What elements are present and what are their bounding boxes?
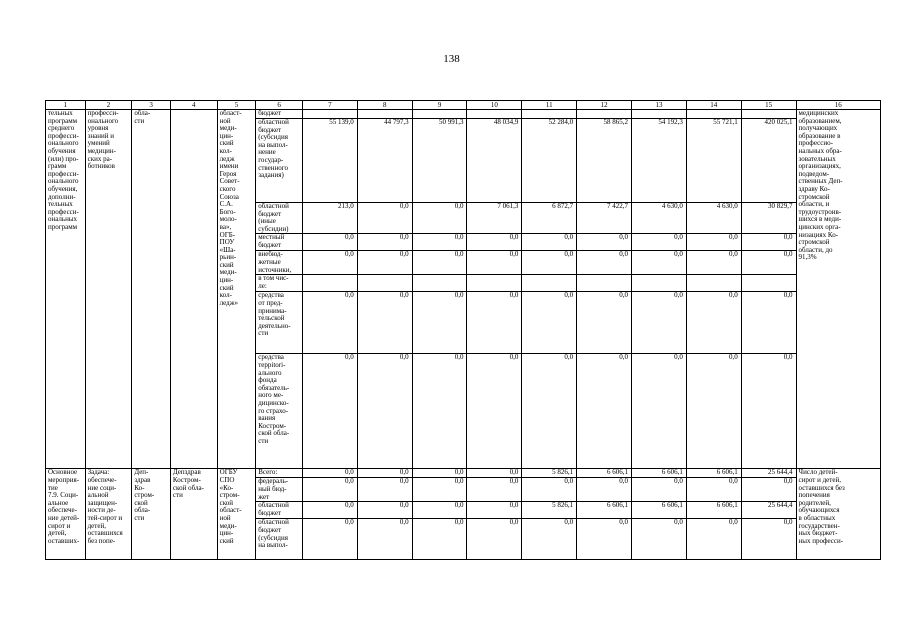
block2-result: Число детей- сирот и детей, оставшихся без попечения родителей, обучающихся в областных государствен- ных бюджет- ных професси- — [796, 469, 880, 560]
value-cell: 0,0 — [357, 292, 412, 354]
value-cell — [412, 110, 467, 119]
value-cell: 0,0 — [302, 354, 357, 469]
value-cell: 0,0 — [412, 354, 467, 469]
value-cell — [632, 110, 687, 119]
value-cell: 4 630,0 — [632, 203, 687, 234]
header-col-9: 9 — [412, 101, 467, 110]
value-cell: 6 606,1 — [577, 502, 632, 519]
value-cell: 0,0 — [522, 251, 577, 275]
value-cell — [632, 275, 687, 292]
value-cell: 0,0 — [357, 251, 412, 275]
value-cell — [741, 275, 796, 292]
value-cell: 0,0 — [577, 251, 632, 275]
value-cell: 0,0 — [412, 203, 467, 234]
value-cell: 0,0 — [741, 478, 796, 502]
value-cell: 6 606,1 — [577, 469, 632, 478]
value-cell: 0,0 — [357, 519, 412, 560]
row-label: внебюд- жетные источники, — [256, 251, 303, 275]
header-col-15: 15 — [741, 101, 796, 110]
value-cell: 0,0 — [577, 354, 632, 469]
value-cell — [302, 110, 357, 119]
table-row — [46, 110, 881, 119]
value-cell: 0,0 — [467, 251, 522, 275]
value-cell: 30 829,7 — [741, 203, 796, 234]
block2-col2: Задача: обеспече- ние соци- альной защищен- ности де- тей-сирот и детей, оставшихся без попе- — [85, 469, 132, 560]
header-col-1: 1 — [46, 101, 86, 110]
value-cell — [467, 275, 522, 292]
row-label: областной бюджет (иные субсидии) — [256, 203, 303, 234]
value-cell: 0,0 — [467, 354, 522, 469]
block1-col5: област- ной меди- цин- ский кол- ледж имени Героя Совет- ского Союза С.А. Бого- моло- ва», ОГБ- ПОУ «Ша- рьин- ский меди- цин- ский кол- ледж» — [217, 110, 256, 469]
value-cell: 420 025,1 — [741, 119, 796, 203]
value-cell — [577, 110, 632, 119]
header-col-4: 4 — [170, 101, 217, 110]
value-cell: 0,0 — [357, 203, 412, 234]
header-col-16: 16 — [796, 101, 880, 110]
header-col-12: 12 — [577, 101, 632, 110]
value-cell: 0,0 — [632, 478, 687, 502]
value-cell: 0,0 — [741, 251, 796, 275]
value-cell: 4 630,0 — [686, 203, 741, 234]
block2-col1: Основное мероприя- тие 7.9. Соци- альное обеспече- ние детей- сирот и детей, оставших- — [46, 469, 86, 560]
value-cell: 0,0 — [467, 469, 522, 478]
value-cell: 0,0 — [686, 292, 741, 354]
value-cell: 0,0 — [741, 234, 796, 251]
value-cell: 7 422,7 — [577, 203, 632, 234]
value-cell: 0,0 — [632, 292, 687, 354]
value-cell: 0,0 — [467, 478, 522, 502]
value-cell: 55 721,1 — [686, 119, 741, 203]
table-row — [46, 469, 881, 478]
value-cell: 213,0 — [302, 203, 357, 234]
row-label: областной бюджет (субсидия на выпол- нение государ- ственного задания) — [256, 119, 303, 203]
value-cell: 52 284,0 — [522, 119, 577, 203]
value-cell: 0,0 — [741, 354, 796, 469]
value-cell: 0,0 — [302, 519, 357, 560]
row-label: Всего: — [256, 469, 303, 478]
value-cell: 0,0 — [577, 292, 632, 354]
block1-col2: професси- онального уровня знаний и умений медицин- ских ра- ботников — [85, 110, 132, 469]
value-cell: 0,0 — [686, 478, 741, 502]
row-label: в том чис- ле: — [256, 275, 303, 292]
value-cell: 0,0 — [357, 354, 412, 469]
header-col-13: 13 — [632, 101, 687, 110]
program-table — [45, 100, 881, 560]
value-cell: 6 606,1 — [686, 502, 741, 519]
value-cell: 0,0 — [412, 502, 467, 519]
value-cell: 0,0 — [467, 519, 522, 560]
value-cell: 0,0 — [302, 292, 357, 354]
value-cell: 0,0 — [302, 469, 357, 478]
value-cell: 0,0 — [577, 234, 632, 251]
value-cell: 55 139,0 — [302, 119, 357, 203]
value-cell: 0,0 — [357, 469, 412, 478]
block1-col4 — [170, 110, 217, 469]
value-cell: 0,0 — [302, 502, 357, 519]
value-cell: 0,0 — [522, 234, 577, 251]
header-col-8: 8 — [357, 101, 412, 110]
block2-col4: Депздрав Костром- ской обла- сти — [170, 469, 217, 560]
value-cell — [522, 110, 577, 119]
value-cell: 0,0 — [412, 519, 467, 560]
value-cell: 0,0 — [357, 234, 412, 251]
block1-col3: обла- сти — [132, 110, 171, 469]
value-cell — [522, 275, 577, 292]
block2-col3: Деп- здрав Ко- стром- ской обла- сти — [132, 469, 171, 560]
value-cell: 0,0 — [741, 519, 796, 560]
value-cell: 0,0 — [412, 292, 467, 354]
value-cell: 0,0 — [357, 502, 412, 519]
row-label: областной бюджет (субсидия на выпол- — [256, 519, 303, 560]
block1-result: медицинских образованием, получающих образование в профессио- нальных обра- зовательных организациях, подведом- ственных Деп- здраву Ко- стромской области, и трудоустроив- шихся в меди- цинских орга- низациях Ко- стромской области, до 91,3% — [796, 110, 880, 469]
value-cell: 54 192,3 — [632, 119, 687, 203]
value-cell: 0,0 — [686, 354, 741, 469]
value-cell — [741, 110, 796, 119]
value-cell: 0,0 — [467, 292, 522, 354]
block2-col5: ОГБУ СПО «Ко- стром- ской област- ной меди- цин- ский — [217, 469, 256, 560]
value-cell: 50 991,3 — [412, 119, 467, 203]
value-cell: 6 872,7 — [522, 203, 577, 234]
value-cell: 25 644,4 — [741, 502, 796, 519]
header-col-2: 2 — [85, 101, 132, 110]
value-cell: 7 061,3 — [467, 203, 522, 234]
header-col-10: 10 — [467, 101, 522, 110]
value-cell: 0,0 — [302, 478, 357, 502]
value-cell — [412, 275, 467, 292]
value-cell — [467, 110, 522, 119]
value-cell: 5 826,1 — [522, 502, 577, 519]
value-cell: 0,0 — [522, 519, 577, 560]
value-cell: 0,0 — [357, 478, 412, 502]
value-cell: 0,0 — [522, 354, 577, 469]
header-col-11: 11 — [522, 101, 577, 110]
page-number: 138 — [443, 53, 460, 65]
value-cell: 0,0 — [577, 478, 632, 502]
value-cell: 0,0 — [522, 478, 577, 502]
value-cell — [357, 275, 412, 292]
value-cell: 0,0 — [412, 478, 467, 502]
value-cell: 0,0 — [632, 354, 687, 469]
row-label: бюджет — [256, 110, 303, 119]
value-cell — [686, 110, 741, 119]
value-cell: 0,0 — [467, 502, 522, 519]
value-cell: 0,0 — [522, 292, 577, 354]
value-cell: 0,0 — [302, 234, 357, 251]
value-cell: 58 865,2 — [577, 119, 632, 203]
value-cell — [577, 275, 632, 292]
value-cell: 0,0 — [412, 469, 467, 478]
row-label: областной бюджет — [256, 502, 303, 519]
value-cell: 0,0 — [686, 234, 741, 251]
value-cell: 0,0 — [741, 292, 796, 354]
header-col-7: 7 — [302, 101, 357, 110]
value-cell: 0,0 — [632, 234, 687, 251]
value-cell: 0,0 — [577, 519, 632, 560]
header-col-14: 14 — [686, 101, 741, 110]
value-cell: 0,0 — [686, 251, 741, 275]
value-cell: 0,0 — [632, 519, 687, 560]
value-cell: 0,0 — [632, 251, 687, 275]
value-cell: 48 034,9 — [467, 119, 522, 203]
block1-col1: тельных программ среднего професси- онального обучения (или) про- грамм професси- онального обучения, дополни- тельных професси- ональных программ — [46, 110, 86, 469]
row-label: средства террitori- ального фонда обязатель- ного ме- дицинско- го страхо- вания Костром- ской обла- сти — [256, 354, 303, 469]
value-cell — [686, 275, 741, 292]
header-col-3: 3 — [132, 101, 171, 110]
value-cell: 0,0 — [467, 234, 522, 251]
value-cell: 0,0 — [412, 234, 467, 251]
value-cell: 6 606,1 — [632, 502, 687, 519]
header-col-5: 5 — [217, 101, 256, 110]
value-cell — [302, 275, 357, 292]
row-label: местный бюджет — [256, 234, 303, 251]
value-cell: 0,0 — [412, 251, 467, 275]
value-cell: 6 606,1 — [632, 469, 687, 478]
value-cell: 6 606,1 — [686, 469, 741, 478]
value-cell: 44 797,3 — [357, 119, 412, 203]
row-label: федераль- ный бюд- жет — [256, 478, 303, 502]
value-cell — [357, 110, 412, 119]
value-cell: 25 644,4 — [741, 469, 796, 478]
row-label: средства от пред- принима- тельской деятельно- сти — [256, 292, 303, 354]
value-cell: 5 826,1 — [522, 469, 577, 478]
header-col-6: 6 — [256, 101, 303, 110]
value-cell: 0,0 — [302, 251, 357, 275]
value-cell: 0,0 — [686, 519, 741, 560]
